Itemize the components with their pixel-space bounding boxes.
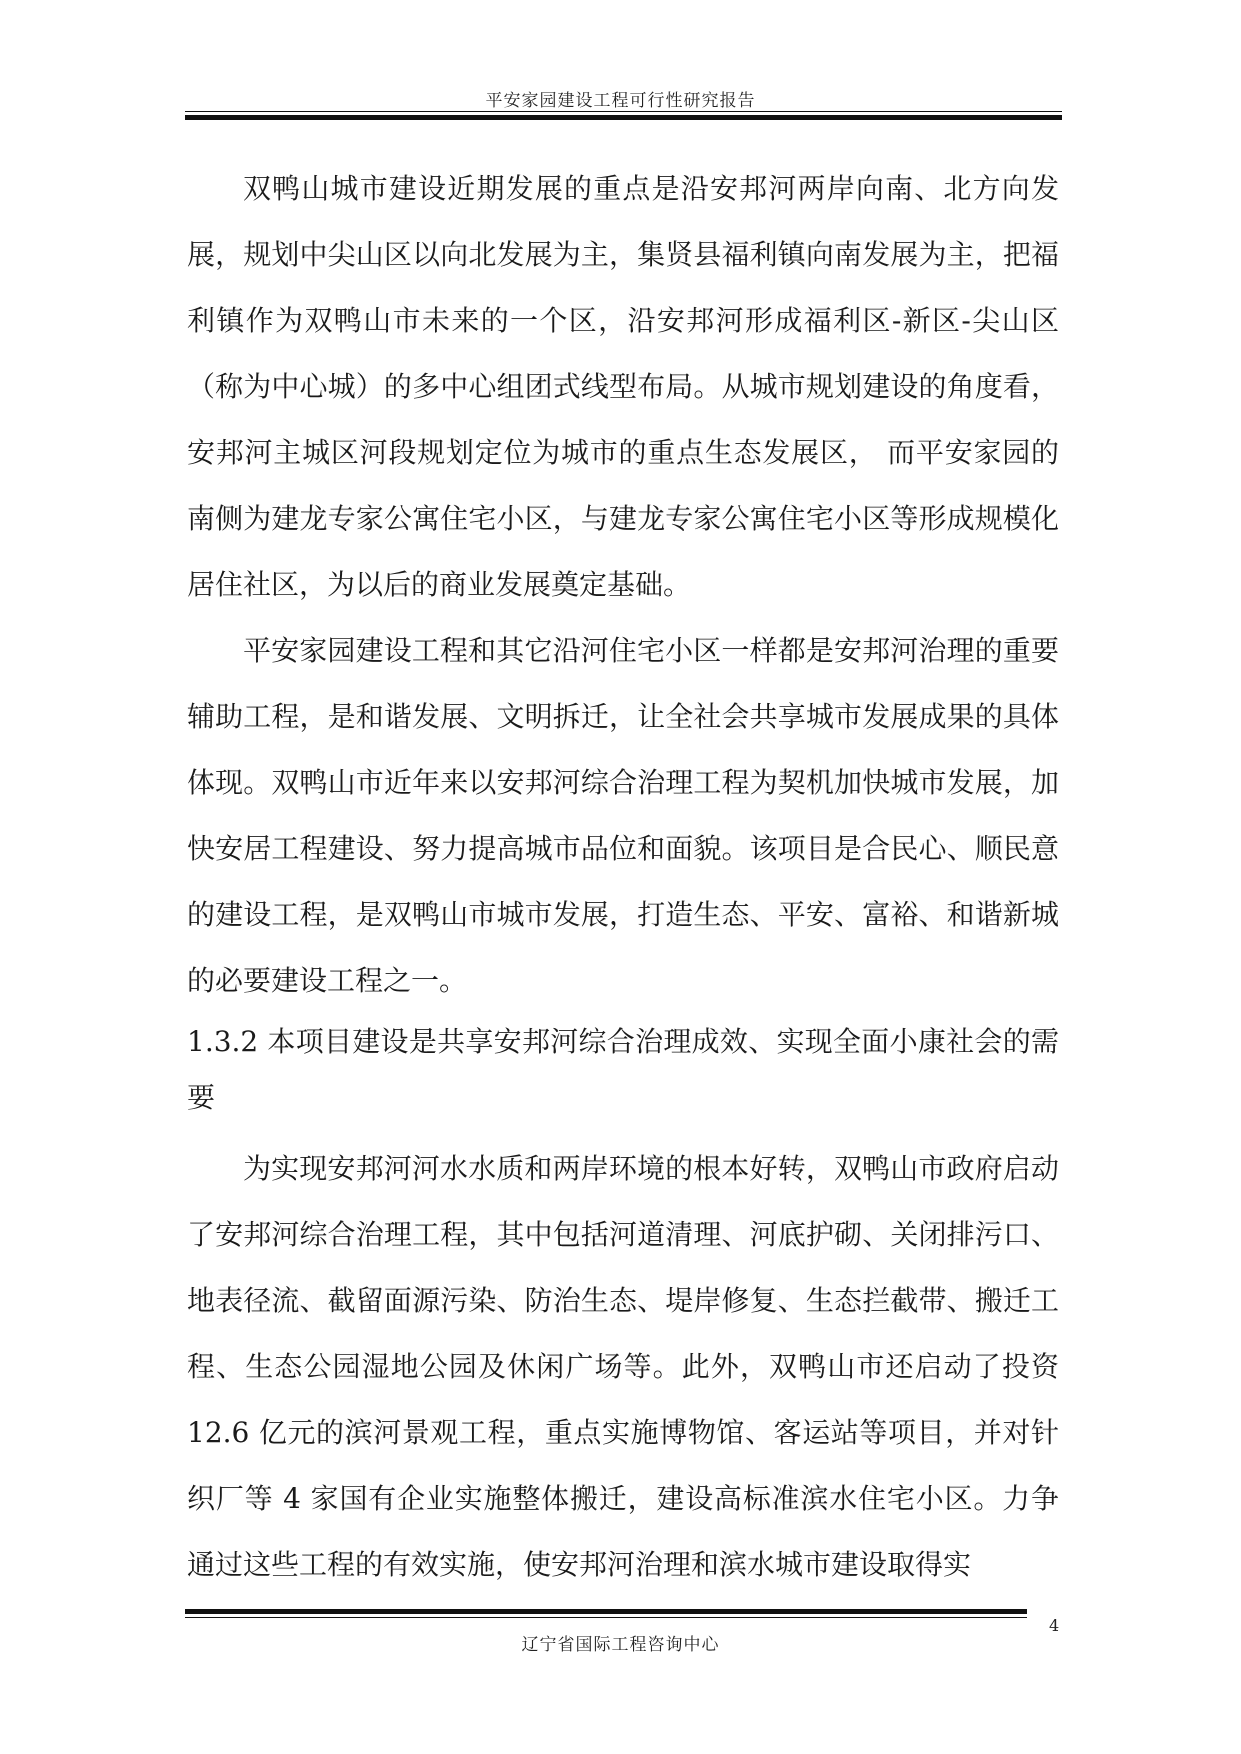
running-header-title: 平安家园建设工程可行性研究报告: [485, 91, 756, 111]
footer-rule-thin: [185, 1617, 1027, 1618]
header-rule-thin: [185, 111, 1062, 112]
page-number: 4: [1049, 1616, 1060, 1635]
page-body: [187, 156, 1059, 1598]
body-paragraph-1: 双鸭山城市建设近期发展的重点是沿安邦河两岸向南、北方向发展，规划中尖山区以向北发展为主，集贤县福利镇向南发展为主，把福利镇作为双鸭山市未来的一个区，沿安邦河形成福利区-新区-尖山区（称为中心城）的多中心组团式线型布局。从城市规划建设的角度看，安邦河主城区河段规划定位为城市的重点生态发展区， 而平安家园的南侧为建龙专家公寓住宅小区，与建龙专家公寓住宅小区等形成规模化居住社区，为以后的商业发展奠定基础。: [187, 172, 1059, 601]
section-heading: 1.3.2 本项目建设是共享安邦河综合治理成效、实现全面小康社会的需要: [187, 1025, 1059, 1114]
header-rule-thick: [185, 115, 1062, 120]
body-paragraph-3: 为实现安邦河河水水质和两岸环境的根本好转，双鸭山市政府启动了安邦河综合治理工程，其中包括河道清理、河底护砌、关闭排污口、地表径流、截留面源污染、防治生态、堤岸修复、生态拦截带、搬迁工程、生态公园湿地公园及休闲广场等。此外，双鸭山市还启动了投资 12.6 亿元的滨河景观工程，重点实施博物馆、客运站等项目，并对针织厂等 4 家国有企业实施整体搬迁，建设高标准滨水住宅小区。力争通过这些工程的有效实施，使安邦河治理和滨水城市建设取得实: [187, 1152, 1059, 1581]
body-paragraph-2: 平安家园建设工程和其它沿河住宅小区一样都是安邦河治理的重要辅助工程，是和谐发展、文明拆迁，让全社会共享城市发展成果的具体体现。双鸭山市近年来以安邦河综合治理工程为契机加快城市发展，加快安居工程建设、努力提高城市品位和面貌。该项目是合民心、顺民意的建设工程，是双鸭山市城市发展，打造生态、平安、富裕、和谐新城的必要建设工程之一。: [187, 634, 1059, 997]
footer-rule-thick: [185, 1609, 1027, 1614]
footer-organization: 辽宁省国际工程咨询中心: [521, 1635, 720, 1655]
